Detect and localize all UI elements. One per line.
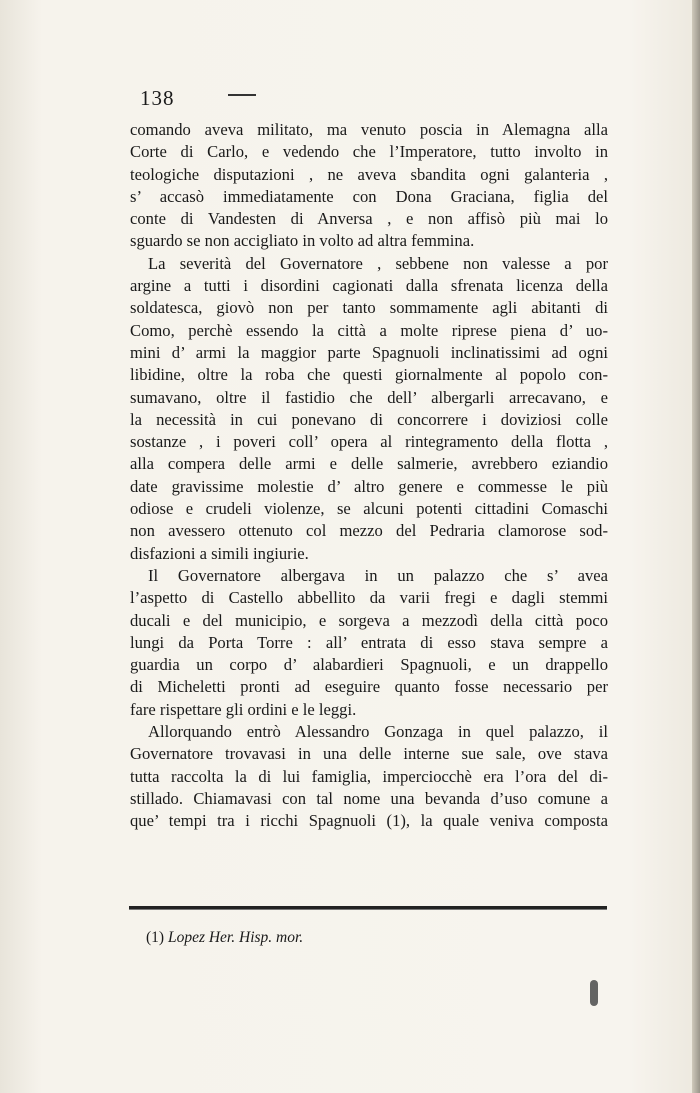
text-line: La severità del Governatore , sebbene non valesse a por [148, 253, 608, 273]
text-line: lungi da Porta Torre : all’ entrata di esso stava sempre a [130, 632, 608, 652]
text-line: Governatore trovavasi in una delle interne sue sale, ove stava [130, 744, 608, 764]
text-line: que’ tempi tra i ricchi Spagnuoli (1), la quale veniva composta [130, 811, 608, 831]
footnote [146, 929, 303, 947]
text-line: l’aspetto di Castello abbellito da varii fregi e dagli stemmi [130, 588, 608, 608]
text-line: s’ accasò immediatamente con Dona Graciana, figlia del [130, 186, 608, 206]
text-line: di Micheletti pronti ad eseguire quanto fosse necessario per [130, 677, 608, 697]
footnote-reference: Lopez Her. Hisp. mor. [167, 929, 304, 946]
page-number: 138 [140, 86, 175, 110]
page-edge-shadow [692, 0, 700, 1093]
text-line: teologiche disputazioni , ne aveva sbandita ogni galanteria , [130, 164, 608, 184]
text-line: Como, perchè essendo la città a molte riprese piena d’ uo- [130, 320, 608, 340]
text-line: ducali e del municipio, e sorgeva a mezzodì della città poco [130, 610, 608, 630]
ink-smudge [590, 980, 598, 1006]
text-line: guardia un corpo d’ alabardieri Spagnuoli, e un drappello [130, 655, 608, 675]
text-line: disfazioni a simili ingiurie. [130, 543, 309, 563]
text-line: comando aveva militato, ma venuto poscia in Alemagna alla [130, 120, 608, 139]
text-line: Il Governatore albergava in un palazzo che s’ avea [148, 565, 608, 585]
text-line: sostanze , i poveri coll’ opera al rintegramento della flotta , [130, 432, 608, 452]
header-dash [228, 94, 256, 96]
body-text [130, 119, 608, 833]
text-line: Allorquando entrò Alessandro Gonzaga in quel palazzo, il [148, 722, 608, 742]
footnote-separator [129, 906, 607, 909]
text-line: date gravissime molestie d’ altro genere e commesse le più [130, 476, 608, 496]
text-line: la necessità in cui ponevano di concorrere i doviziosi colle [130, 409, 608, 429]
text-line: stillado. Chiamavasi con tal nome una bevanda d’uso comune a [130, 788, 608, 808]
text-line: sguardo se non accigliato in volto ad altra femmina. [130, 231, 475, 251]
text-line: conte di Vandesten di Anversa , e non affisò più mai lo [130, 209, 608, 229]
text-line: libidine, oltre la roba che questi giornalmente al popolo con- [130, 365, 608, 385]
text-line: argine a tutti i disordini cagionati dalla sfrenata licenza della [130, 276, 608, 296]
text-line: fare rispettare gli ordini e le leggi. [130, 699, 357, 719]
text-line: Corte di Carlo, e vedendo che l’Imperatore, tutto involto in [130, 142, 608, 162]
text-line: alla compera delle armi e delle salmerie, avrebbero eziandio [130, 454, 608, 474]
text-line: mini d’ armi la maggior parte Spagnuoli inclinatissimi ad ogni [130, 342, 608, 362]
text-line: tutta raccolta la di lui famiglia, imperciocchè era l’ora del di- [130, 766, 608, 786]
footnote-marker: (1) [146, 929, 165, 946]
text-line: odiose e crudeli violenze, se alcuni potenti cittadini Comaschi [130, 499, 608, 519]
text-line: soldatesca, giovò non per tanto sommamente agli abitanti di [130, 298, 608, 318]
text-line: sumavano, oltre il fastidio che dell’ albergarli arrecavano, e [130, 387, 608, 407]
text-line: non avessero ottenuto col mezzo del Pedraria clamorose sod- [130, 521, 608, 541]
